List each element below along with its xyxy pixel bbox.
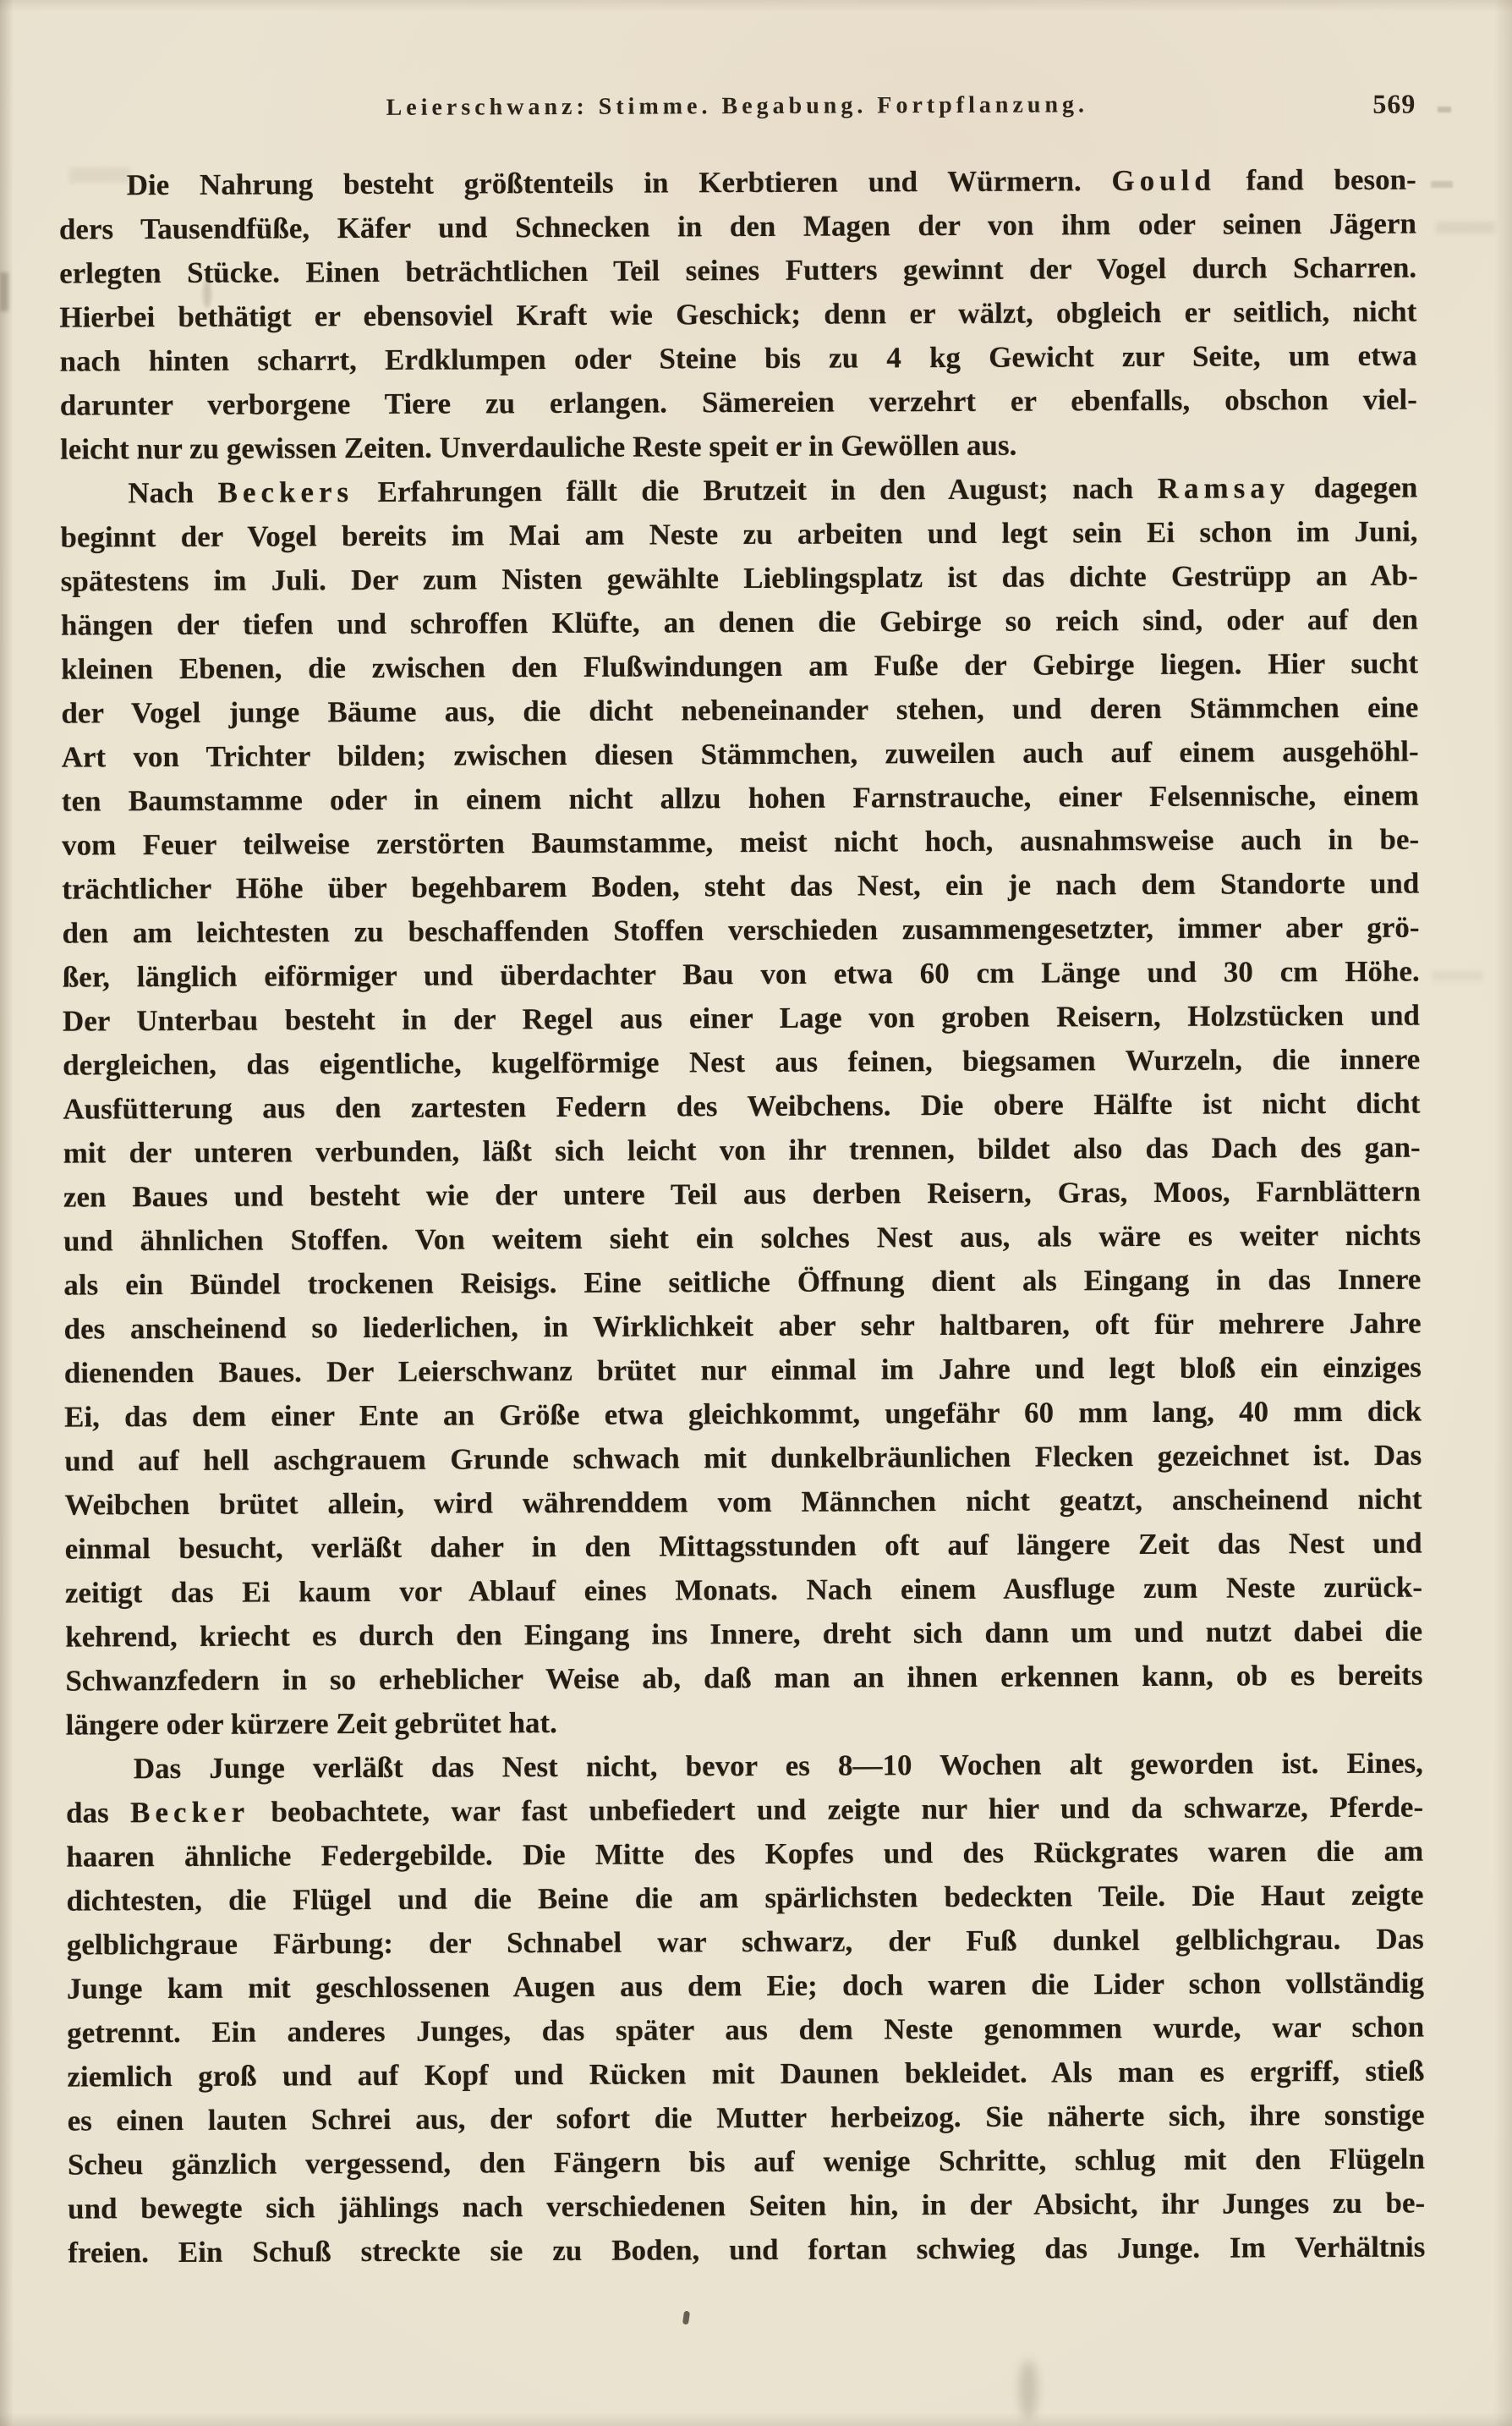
text-line: kehrend, kriecht es durch den Eingang ins Innere, dreht sich dann um und nutzt dabei die <box>65 1614 1423 1654</box>
text-line: ßer, länglich eiförmiger und überdachter Bau von etwa 60 cm Länge und 30 cm Höhe. <box>62 954 1420 994</box>
text-line: den am leichtesten zu beschaffenden Stoffen verschieden zusammengesetzter, immer aber grö- <box>62 910 1420 950</box>
text-line: nach hinten scharrt, Erdklumpen oder Steine bis zu 4 kg Gewicht zur Seite, um etwa <box>59 338 1417 378</box>
text-line: freien. Ein Schuß streckte sie zu Boden, und fortan schwieg das Junge. Im Verhältnis <box>68 2230 1426 2270</box>
text-line: Nach Beckers Erfahrungen fällt die Brutzeit in den August; nach Ramsay dagegen <box>128 470 1418 510</box>
text-line: dienenden Baues. Der Leierschwanz brütet nur einmal im Jahre und legt bloß ein einziges <box>63 1350 1422 1390</box>
text-line: als ein Bündel trockenen Reisigs. Eine seitliche Öffnung dient als Eingang in das Innere <box>63 1262 1422 1302</box>
person-name: Becker <box>130 1795 250 1830</box>
text-line: Junge kam mit geschlossenen Augen aus dem Eie; doch waren die Lider schon vollständig <box>66 1966 1425 2006</box>
person-name: Beckers <box>217 475 354 509</box>
text-line: und ähnlichen Stoffen. Von weitem sieht ein solches Nest aus, als wäre es weiter nichts <box>63 1218 1422 1258</box>
page-number: 569 <box>1372 88 1416 119</box>
text-line: gelblichgraue Färbung: der Schnabel war schwarz, der Fuß dunkel gelblichgrau. Das <box>66 1922 1424 1962</box>
text-line: Ausfütterung aus den zartesten Federn des Weibchens. Die obere Hälfte ist nicht dicht <box>63 1086 1421 1126</box>
text-line: der Vogel junge Bäume aus, die dicht nebeneinander stehen, und deren Stämmchen eine <box>61 690 1419 730</box>
text-line: spätestens im Juli. Der zum Nisten gewählte Lieblingsplatz ist das dichte Gestrüpp an Ab- <box>60 558 1418 598</box>
text-line: zeitigt das Ei kaum vor Ablauf eines Monats. Nach einem Ausfluge zum Neste zurück- <box>64 1570 1423 1610</box>
text-line: ders Tausendfüße, Käfer und Schnecken in den Magen der von ihm oder seinen Jägern <box>58 206 1416 246</box>
text-line: dergleichen, das eigentliche, kugelförmige Nest aus feinen, biegsamen Wurzeln, die innere <box>63 1042 1421 1082</box>
text-line: kleinen Ebenen, die zwischen den Flußwindungen am Fuße der Gebirge liegen. Hier sucht <box>61 646 1419 686</box>
text-line: Die Nahrung besteht größtenteils in Kerbtieren und Würmern. Gould fand beson- <box>126 162 1416 202</box>
text-line: erlegten Stücke. Einen beträchtlichen Teil seines Futters gewinnt der Vogel durch Scharren. <box>59 250 1417 290</box>
text-line: es einen lauten Schrei aus, der sofort die Mutter herbeizog. Sie näherte sich, ihre sonstige <box>67 2098 1425 2138</box>
text-line: Art von Trichter bilden; zwischen diesen Stämmchen, zuweilen auch auf einem ausgehöhl- <box>61 734 1419 774</box>
text-line: des anscheinend so liederlichen, in Wirklichkeit aber sehr haltbaren, oft für mehrere Jahre <box>63 1306 1422 1346</box>
text-line: haaren ähnliche Federgebilde. Die Mitte des Kopfes und des Rückgrates waren die am <box>66 1834 1424 1874</box>
text-line: und bewegte sich jählings nach verschiedenen Seiten hin, in der Absicht, ihr Junges zu be- <box>68 2186 1426 2226</box>
text-line: Der Unterbau besteht in der Regel aus einer Lage von groben Reisern, Holzstücken und <box>62 998 1421 1038</box>
text-line: ziemlich groß und auf Kopf und Rücken mit Daunen bekleidet. Als man es ergriff, stieß <box>67 2054 1425 2094</box>
text-line: mit der unteren verbunden, läßt sich leicht von ihr trennen, bildet also das Dach des gan- <box>63 1130 1421 1170</box>
text-line: zen Baues und besteht wie der untere Teil aus derben Reisern, Gras, Moos, Farnblättern <box>63 1174 1421 1214</box>
text-line: getrennt. Ein anderes Junges, das später aus dem Neste genommen wurde, war schon <box>67 2010 1425 2050</box>
text-line: einmal besucht, verläßt daher in den Mittagsstunden oft auf längere Zeit das Nest und <box>64 1526 1422 1566</box>
text-line: beginnt der Vogel bereits im Mai am Neste zu arbeiten und legt sein Ei schon im Juni, <box>60 514 1418 554</box>
text-line: Weibchen brütet allein, wird währenddem vom Männchen nicht geatzt, anscheinend nicht <box>64 1482 1422 1522</box>
text-line: Ei, das dem einer Ente an Größe etwa gleichkommt, ungefähr 60 mm lang, 40 mm dick <box>63 1394 1422 1434</box>
text-line: längere oder kürzere Zeit gebrütet hat. <box>65 1706 557 1742</box>
text-line: das Becker beobachtete, war fast unbefiedert und zeigte nur hier und da schwarze, Pferde- <box>66 1790 1424 1830</box>
text-line: trächtlicher Höhe über begehbarem Boden, steht das Nest, ein je nach dem Standorte und <box>62 866 1420 906</box>
text-line: dichtesten, die Flügel und die Beine die am spärlichsten bedeckten Teile. Die Haut zeigte <box>66 1878 1424 1918</box>
body-text <box>59 158 1426 2275</box>
running-header-title: Leierschwanz: Stimme. Begabung. Fortpflanzung. <box>386 91 1089 121</box>
text-line: Hierbei bethätigt er ebensoviel Kraft wie Geschick; denn er wälzt, obgleich er seitlich, nicht <box>59 294 1417 334</box>
text-line: Schwanzfedern in so erheblicher Weise ab, daß man an ihnen erkennen kann, ob es bereits <box>65 1658 1423 1698</box>
text-line: darunter verborgene Tiere zu erlangen. Sämereien verzehrt er ebenfalls, obschon viel- <box>59 382 1417 422</box>
running-header <box>58 82 1416 132</box>
text-line: ten Baumstamme oder in einem nicht allzu hohen Farnstrauche, einer Felsennische, einem <box>61 778 1419 818</box>
text-line: hängen der tiefen und schroffen Klüfte, an denen die Gebirge so reich sind, oder auf den <box>60 602 1419 642</box>
text-line: vom Feuer teilweise zerstörten Baumstamme, meist nicht hoch, ausnahmsweise auch in be- <box>62 822 1420 862</box>
text-line: Das Junge verläßt das Nest nicht, bevor es 8—10 Wochen alt geworden ist. Eines, <box>133 1746 1423 1786</box>
text-line: Scheu gänzlich vergessend, den Fängern bis auf wenige Schritte, schlug mit den Flügeln <box>67 2142 1425 2182</box>
text-line: und auf hell aschgrauem Grunde schwach mit dunkelbräunlichen Flecken gezeichnet ist. Das <box>64 1438 1422 1478</box>
person-name: Gould <box>1111 163 1216 198</box>
text-line: leicht nur zu gewissen Zeiten. Unverdauliche Reste speit er in Gewöllen aus. <box>59 428 1017 466</box>
person-name: Ramsay <box>1157 471 1290 505</box>
